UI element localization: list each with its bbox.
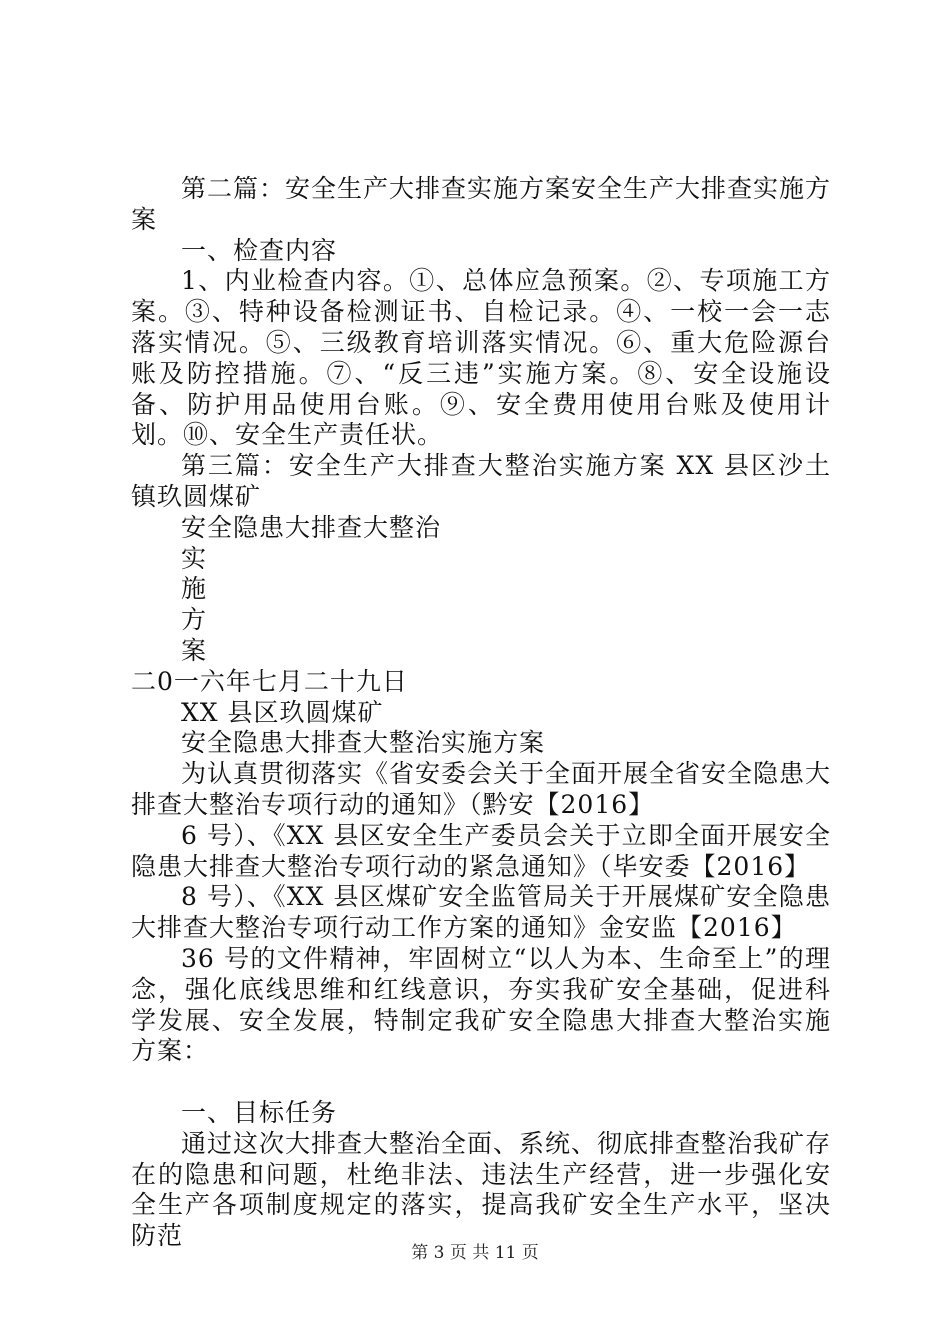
paragraph-gap bbox=[131, 1067, 831, 1098]
cover-char-2: 施 bbox=[181, 574, 208, 604]
paragraph-basis-3: 8 号）、《XX 县区煤矿安全监管局关于开展煤矿安全隐患大排查大整治专项行动工作方案的通知》金安监【2016】 bbox=[131, 882, 831, 943]
section-heading-inspection: 一、检查内容 bbox=[181, 235, 338, 265]
paragraph-inspection-items: 1、内业检查内容。①、总体应急预案。②、专项施工方案。③、特种设备检测证书、自检记录。④、一校一会一志落实情况。⑤、三级教育培训落实情况。⑥、重大危险源台账及防控措施。⑦、“反三违”实施方案。⑧、安全设施设备、防护用品使用台账。⑨、安全费用使用台账及使用计划。⑩、安全生产责任状。 bbox=[131, 266, 831, 450]
paragraph-goals: 通过这次大排查大整治全面、系统、彻底排查整治我矿存在的隐患和问题，杜绝非法、违法生产经营，进一步强化安全生产各项制度规定的落实，提高我矿安全生产水平，坚决防范 bbox=[131, 1128, 832, 1251]
organization-name: XX 县区玖圆煤矿 bbox=[181, 697, 384, 727]
document-body bbox=[131, 174, 831, 1252]
heading-part-two: 第二篇：安全生产大排查实施方案安全生产大排查实施方案 bbox=[131, 174, 832, 234]
section-heading-goals: 一、目标任务 bbox=[181, 1097, 338, 1127]
paragraph-basis-1: 为认真贯彻落实《省安委会关于全面开展全省安全隐患大排查大整治专项行动的通知》（黔安【2016】 bbox=[131, 759, 832, 819]
paragraph-basis-4: 36 号的文件精神，牢固树立“以人为本、生命至上”的理念，强化底线思维和红线意识，夯实我矿安全基础，促进科学发展、安全发展，特制定我矿安全隐患大排查大整治实施方案： bbox=[131, 943, 831, 1066]
cover-char-1: 实 bbox=[181, 543, 208, 573]
cover-title-line: 安全隐患大排查大整治 bbox=[181, 512, 442, 542]
page-number-footer: 第 3 页 共 11 页 bbox=[411, 1243, 539, 1263]
cover-date: 二0一六年七月二十九日 bbox=[131, 666, 408, 696]
cover-char-4: 案 bbox=[181, 635, 208, 665]
cover-char-3: 方 bbox=[181, 605, 208, 635]
heading-part-three: 第三篇：安全生产大排查大整治实施方案 XX 县区沙土镇玖圆煤矿 bbox=[131, 451, 831, 511]
paragraph-basis-2: 6 号）、《XX 县区安全生产委员会关于立即全面开展安全隐患大排查大整治专项行动的紧急通知》（毕安委【2016】 bbox=[131, 820, 831, 881]
plan-title: 安全隐患大排查大整治实施方案 bbox=[181, 728, 546, 758]
